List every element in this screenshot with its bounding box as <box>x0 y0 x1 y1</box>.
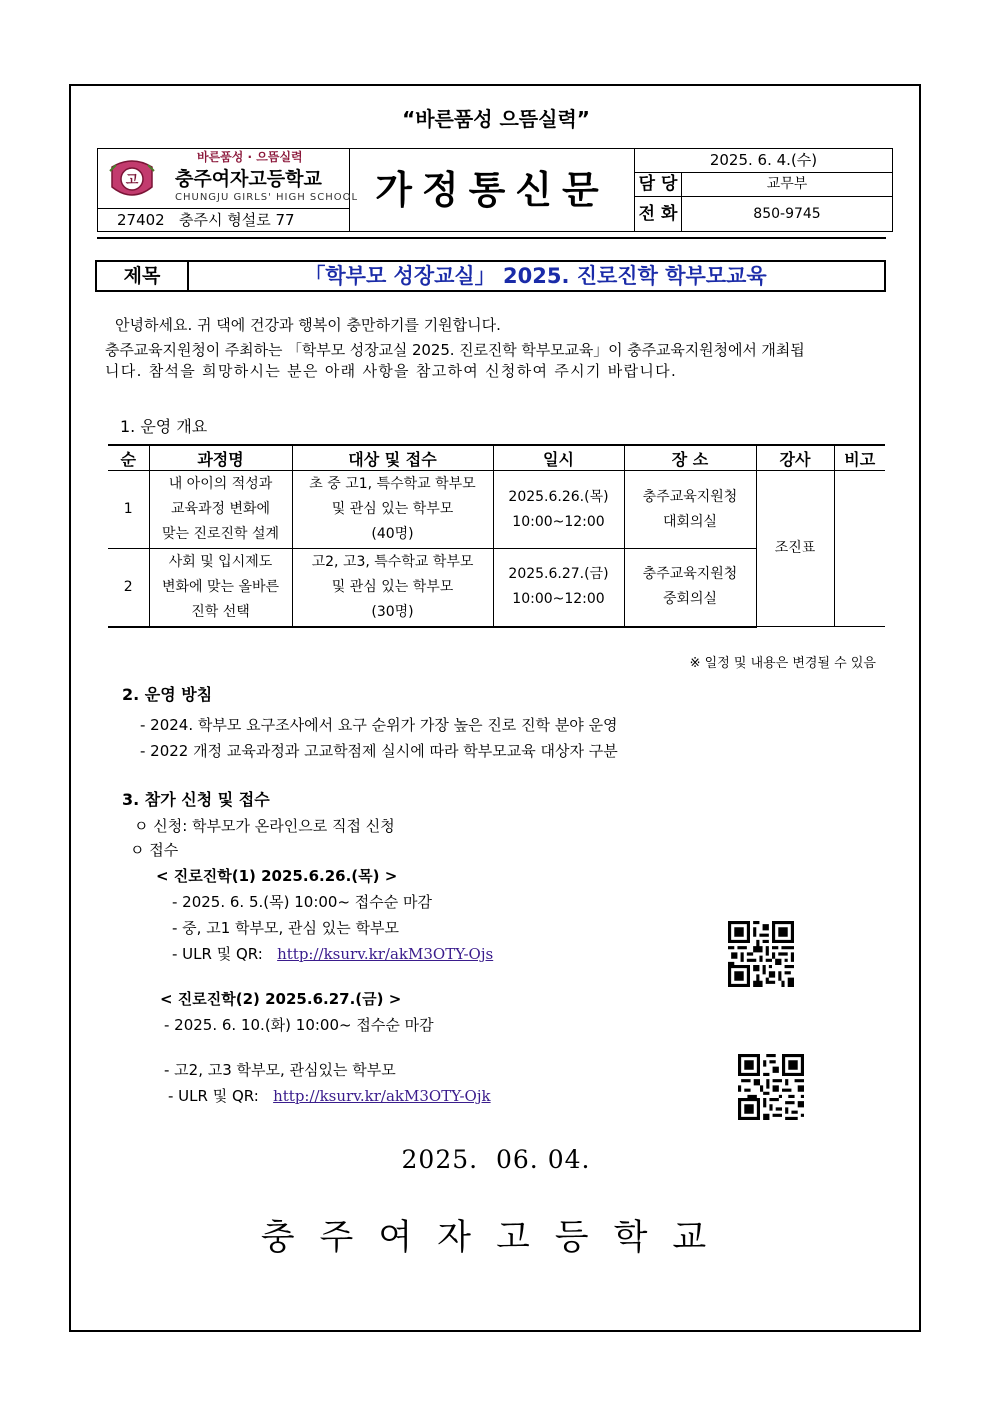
school-name: 충주여자고등학교 <box>175 168 322 190</box>
row-remark <box>834 471 885 627</box>
course-line: 내 아이의 적성과 <box>168 476 273 492</box>
program-table <box>108 444 885 628</box>
group-1-survey-link[interactable]: http://ksurv.kr/akM3OTY-Ojs <box>277 945 494 963</box>
row-course <box>149 471 292 549</box>
place-line: 대회의실 <box>662 513 718 530</box>
info-dept-row <box>635 173 892 197</box>
subject-label: 제목 <box>97 262 189 290</box>
policy-item: - 2024. 학부모 요구조사에서 요구 순위가 가장 높은 진로 진학 분야 운영 <box>140 716 618 734</box>
row-datetime <box>493 549 624 627</box>
place-line: 충주교육지원청 <box>642 488 738 505</box>
footer-school-name: 충주여자고등학교 <box>260 1218 732 1258</box>
info-date-row <box>635 149 892 173</box>
col-header-datetime: 일시 <box>493 445 624 471</box>
target-line: 초 중 고1, 특수학교 학부모 <box>309 476 476 492</box>
url-label: - ULR 및 QR: <box>168 1087 259 1105</box>
row-place <box>624 549 756 627</box>
row-target <box>292 549 493 627</box>
row-place <box>624 471 756 549</box>
school-address: 27402 충주시 형설로 77 <box>97 208 350 232</box>
section-3-title: 3. 참가 신청 및 접수 <box>122 790 270 809</box>
datetime-line: 2025.6.26.(목) <box>508 488 609 505</box>
header-divider <box>97 237 886 242</box>
apply-method: ㅇ 신청: 학부모가 온라인으로 직접 신청 <box>134 817 395 835</box>
info-phone-row <box>635 197 892 231</box>
subject-text: 「학부모 성장교실」 2025. 진로진학 학부모교육 <box>304 264 767 288</box>
school-english-name: CHUNGJU GIRLS' HIGH SCHOOL <box>175 192 359 203</box>
target-line: (30명) <box>371 603 414 620</box>
section-1-title: 1. 운영 개요 <box>120 417 208 436</box>
col-header-course: 과정명 <box>149 445 292 471</box>
intro-greeting: 안녕하세요. 귀 댁에 건강과 행복이 충만하기를 기원합니다. <box>115 316 501 334</box>
url-label: - ULR 및 QR: <box>172 945 263 963</box>
group-1-qr-code[interactable] <box>728 921 794 987</box>
col-header-remark: 비고 <box>834 445 885 471</box>
group-1-deadline: - 2025. 6. 5.(목) 10:00~ 접수순 마감 <box>172 893 433 911</box>
row-datetime <box>493 471 624 549</box>
col-header-instructor: 강사 <box>756 445 834 471</box>
target-line: (40명) <box>371 526 414 542</box>
row-no: 2 <box>108 549 149 627</box>
dept-label: 담 당 <box>635 173 682 196</box>
group-2-qr-code[interactable] <box>738 1054 804 1120</box>
row-course <box>149 549 292 627</box>
row-no: 1 <box>108 471 149 549</box>
phone-label: 전 화 <box>635 197 682 231</box>
school-slogan: 바른품성 · 으뜸실력 <box>197 150 303 164</box>
course-line: 진학 선택 <box>191 603 250 620</box>
col-header-place: 장 소 <box>624 445 756 471</box>
place-line: 충주교육지원청 <box>642 566 738 583</box>
datetime-line: 2025.6.27.(금) <box>508 566 609 583</box>
schedule-change-note: ※ 일정 및 내용은 변경될 수 있음 <box>689 656 876 671</box>
table-row <box>108 471 885 549</box>
course-line: 교육과정 변화에 <box>170 501 271 517</box>
row-instructor: 조진표 <box>756 471 834 627</box>
table-header-row <box>108 445 885 471</box>
school-logo <box>108 159 156 199</box>
group-2-url-line <box>168 1085 491 1106</box>
intro-line-3: 니다. 참석을 희망하시는 분은 아래 사항을 참고하여 신청하여 주시기 바랍니다. <box>105 362 678 380</box>
section-2-title: 2. 운영 방침 <box>122 685 213 704</box>
intro-line-2: 충주교육지원청이 주최하는 「학부모 성장교실 2025. 진로진학 학부모교육」이 충주교육지원청에서 개최됩 <box>105 341 805 359</box>
group-1-target: - 중, 고1 학부모, 관심 있는 학부모 <box>172 919 399 937</box>
footer-date: 2025. 06. 04. <box>401 1145 591 1174</box>
issue-date: 2025. 6. 4.(수) <box>709 151 818 169</box>
group-1-url-line <box>172 943 493 964</box>
subject-box <box>95 260 886 292</box>
datetime-line: 10:00~12:00 <box>512 513 605 530</box>
group-2-target: - 고2, 고3 학부모, 관심있는 학부모 <box>164 1061 396 1079</box>
policy-item: - 2022 개정 교육과정과 고교학점제 실시에 따라 학부모교육 대상자 구분 <box>140 742 618 760</box>
group-2-deadline: - 2025. 6. 10.(화) 10:00~ 접수순 마감 <box>164 1016 434 1034</box>
school-motto: “바른품성 으뜸실력” <box>402 107 590 131</box>
col-header-no: 순 <box>108 445 149 471</box>
datetime-line: 10:00~12:00 <box>512 591 605 608</box>
target-line: 및 관심 있는 학부모 <box>331 501 454 517</box>
dept-value: 교무부 <box>766 176 808 192</box>
document-title: 가정통신문 <box>350 148 634 232</box>
row-target <box>292 471 493 549</box>
course-line: 맞는 진로진학 설계 <box>161 526 280 542</box>
col-header-target: 대상 및 접수 <box>292 445 493 471</box>
info-box <box>634 148 893 232</box>
place-line: 중회의실 <box>662 591 718 608</box>
group-2-survey-link[interactable]: http://ksurv.kr/akM3OTY-Ojk <box>273 1087 491 1105</box>
phone-value: 850-9745 <box>753 206 821 222</box>
course-line: 사회 및 입시제도 <box>168 553 273 570</box>
group-2-title: < 진로진학(2) 2025.6.27.(금) > <box>160 990 402 1008</box>
target-line: 고2, 고3, 특수학교 학부모 <box>311 553 474 570</box>
target-line: 및 관심 있는 학부모 <box>331 578 454 595</box>
receipt-heading: ㅇ 접수 <box>130 841 179 859</box>
logo-text: 고 <box>125 173 139 188</box>
course-line: 변화에 맞는 올바른 <box>161 578 280 595</box>
group-1-title: < 진로진학(1) 2025.6.26.(목) > <box>156 867 398 885</box>
